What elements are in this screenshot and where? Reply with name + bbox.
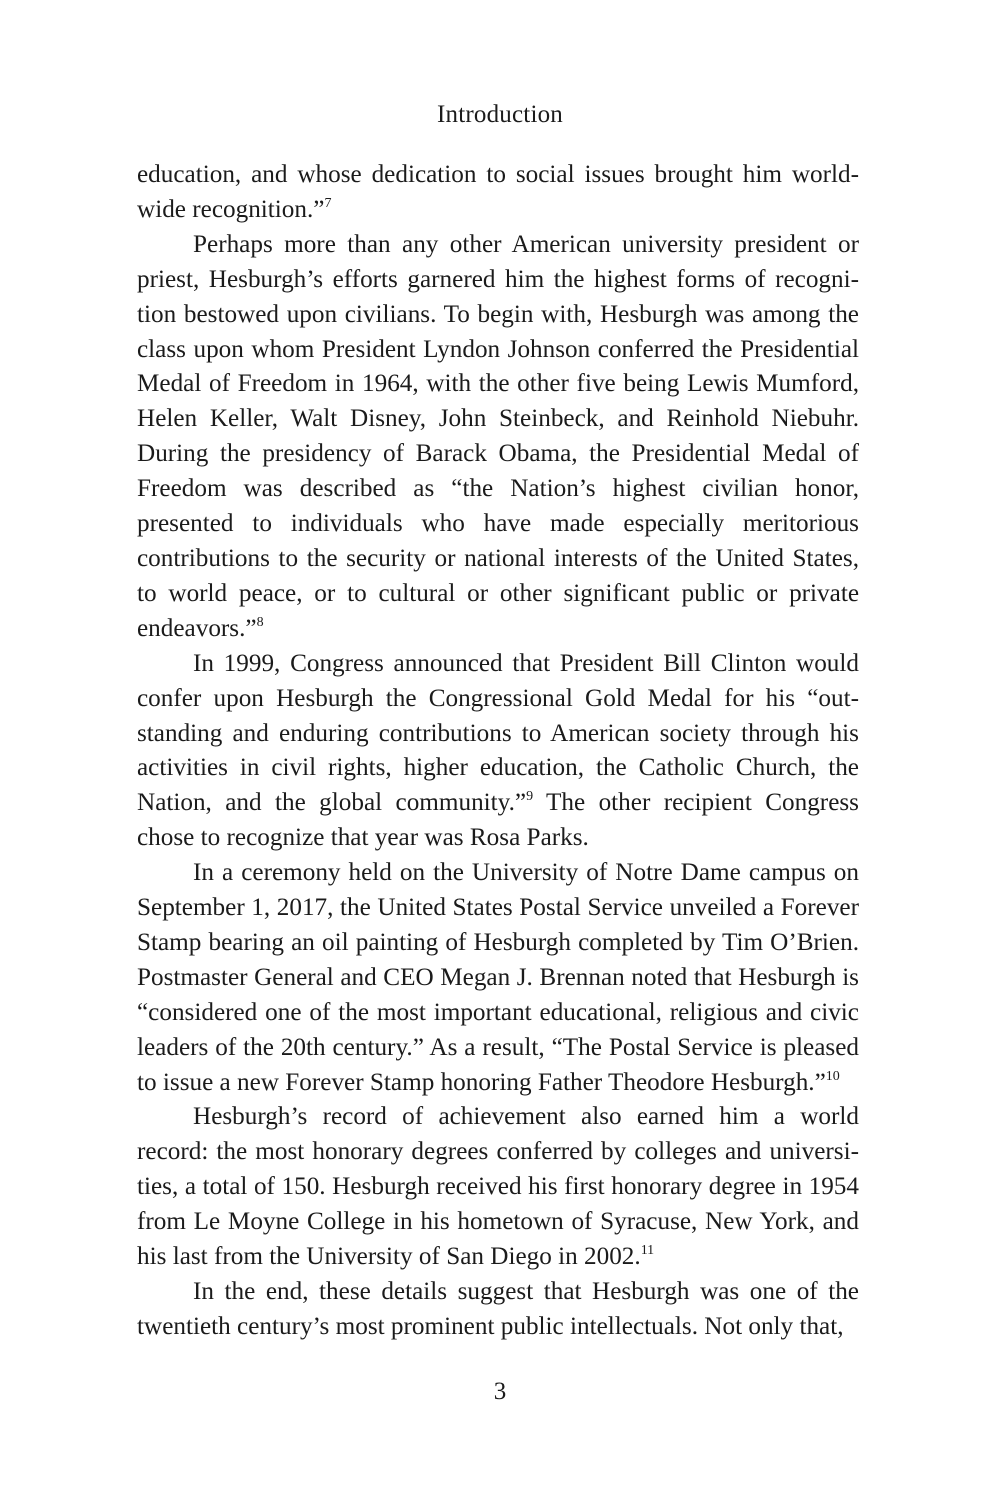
footnote-ref-9: 9 (526, 789, 534, 805)
footnote-ref-11: 11 (640, 1243, 655, 1259)
paragraph-5 (137, 1100, 859, 1275)
running-head: Introduction (437, 101, 563, 128)
paragraph-2 (137, 228, 859, 647)
paragraph-text-continued: The other recipient Congress chose to recognize that year was Rosa Parks. (137, 789, 859, 852)
paragraph-4 (137, 856, 859, 1100)
page-number: 3 (493, 1378, 507, 1405)
footnote-ref-7: 7 (324, 195, 332, 211)
paragraph-text: In 1999, Congress announced that President Bill Clinton would confer upon Hesburgh the Congressional Gold Medal for his “outstanding and enduring contributions to American society through his activities in civil rights, higher education, the Catholic Church, the Nation, and the global community.” (137, 649, 859, 817)
footnote-ref-8: 8 (256, 614, 264, 630)
paragraph-text: Hesburgh’s record of achievement also earned him a world record: the most honorary degrees conferred by colleges and universities, a total of 150. Hesburgh received his first honorary degree in 1954 from Le Moyne College in his hometown of Syracuse, New York, and his last from the University of San Diego in 2002. (137, 1103, 859, 1271)
footnote-ref-10: 10 (825, 1068, 840, 1084)
paragraph-6 (137, 1275, 859, 1345)
paragraph-text: Perhaps more than any other American university president or priest, Hesburgh’s efforts garnered him the highest forms of recognition bestowed upon civilians. To begin with, Hesburgh was among the class upon whom President Lyndon Johnson conferred the Presidential Medal of Freedom in 1964, with the other five being Lewis Mumford, Helen Keller, Walt Disney, John Steinbeck, and Reinhold Niebuhr. During the presidency of Barack Obama, the Presidential Medal of Freedom was described as “the Nation’s highest civilian honor, presented to individuals who have made especially meritorious contributions to the security or national interests of the United States, to world peace, or to cultural or other significant public or private endeavors.” (137, 230, 859, 642)
paragraph-text: In the end, these details suggest that Hesburgh was one of the twentieth century’s most prominent public intellectuals. Not only that, (137, 1278, 859, 1340)
paragraph-text: education, and whose dedication to social issues brought him world-wide recognition.” (137, 161, 859, 223)
body-text (137, 158, 859, 1345)
paragraph-text: In a ceremony held on the University of Notre Dame campus on September 1, 2017, the United States Postal Service unveiled a Forever Stamp bearing an oil painting of Hesburgh completed by Tim O’Brien. Postmaster General and CEO Megan J. Brennan noted that Hesburgh is “considered one of the most important educational, religious and civic leaders of the 20th century.” As a result, “The Postal Service is pleased to issue a new Forever Stamp honoring Father Theodore Hesburgh.” (137, 859, 859, 1096)
paragraph-3 (137, 647, 859, 856)
paragraph-1 (137, 158, 859, 228)
